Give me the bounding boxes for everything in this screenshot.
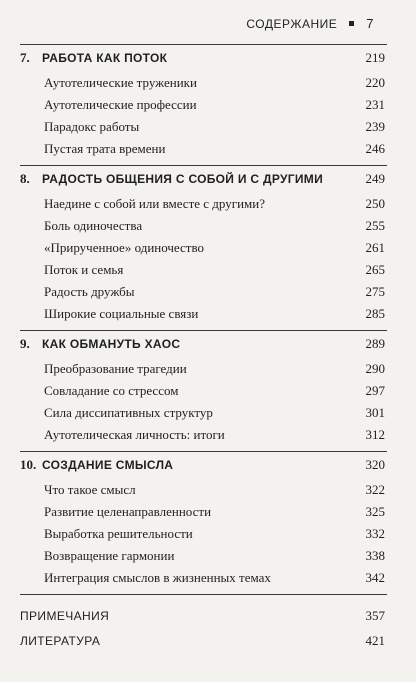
section-page: 220: [365, 75, 385, 90]
chapter-page: 320: [365, 457, 385, 472]
toc-section[interactable]: [44, 141, 385, 157]
section-title: Аутотелические профессии: [44, 97, 197, 112]
toc-section[interactable]: [44, 97, 385, 113]
header-bullet: [349, 21, 354, 26]
chapter-divider: [20, 165, 387, 166]
chapter-page: 289: [365, 336, 385, 351]
section-page: 338: [365, 548, 385, 563]
chapter-divider: [20, 330, 387, 331]
section-title: Совладание со стрессом: [44, 383, 179, 398]
toc-section[interactable]: [44, 361, 385, 377]
section-page: 261: [365, 240, 385, 255]
section-title: Аутотелическая личность: итоги: [44, 427, 225, 442]
chapter-title: РАДОСТЬ ОБЩЕНИЯ С СОБОЙ И С ДРУГИМИ: [42, 172, 324, 186]
chapter-title: КАК ОБМАНУТЬ ХАОС: [42, 337, 181, 351]
section-title: Боль одиночества: [44, 218, 143, 233]
toc-section[interactable]: [44, 284, 385, 300]
chapter-title: СОЗДАНИЕ СМЫСЛА: [42, 458, 174, 472]
section-page: 322: [365, 482, 385, 497]
chapter-page: 219: [365, 50, 385, 65]
section-title: «Прирученное» одиночество: [44, 240, 205, 255]
section-page: 301: [365, 405, 385, 420]
toc-chapter-8[interactable]: [20, 171, 385, 187]
toc-section[interactable]: [44, 262, 385, 278]
section-page: 285: [365, 306, 385, 321]
section-title: Пустая трата времени: [44, 141, 166, 156]
section-title: Наедине с собой или вместе с другими?: [44, 196, 265, 211]
section-page: 239: [365, 119, 385, 134]
section-page: 246: [365, 141, 385, 156]
toc-section[interactable]: [44, 306, 385, 322]
section-page: 290: [365, 361, 385, 376]
section-page: 275: [365, 284, 385, 299]
section-page: 332: [365, 526, 385, 541]
toc-section[interactable]: [44, 504, 385, 520]
chapter-divider: [20, 44, 387, 45]
section-title: Радость дружбы: [44, 284, 135, 299]
toc-chapter-10[interactable]: [20, 457, 385, 473]
section-page: 312: [365, 427, 385, 442]
toc-chapter-9[interactable]: [20, 336, 385, 352]
section-page: 255: [365, 218, 385, 233]
section-title: Поток и семья: [44, 262, 124, 277]
running-header: [246, 16, 374, 31]
toc-section[interactable]: [44, 482, 385, 498]
section-page: 297: [365, 383, 385, 398]
toc-section[interactable]: [44, 196, 385, 212]
back-matter-title: ПРИМЕЧАНИЯ: [20, 609, 110, 623]
toc-section[interactable]: [44, 75, 385, 91]
section-title: Широкие социальные связи: [44, 306, 199, 321]
section-title: Выработка решительности: [44, 526, 193, 541]
section-title: Парадокс работы: [44, 119, 140, 134]
section-title: Развитие целенаправленности: [44, 504, 212, 519]
back-matter-page: 421: [365, 633, 385, 648]
chapter-divider: [20, 451, 387, 452]
toc-section[interactable]: [44, 383, 385, 399]
chapter-number: 8.: [20, 171, 30, 186]
chapter-page: 249: [365, 171, 385, 186]
section-title: Преобразование трагедии: [44, 361, 187, 376]
section-title: Аутотелические труженики: [44, 75, 197, 90]
toc-section[interactable]: [44, 570, 385, 586]
chapter-number: 10.: [20, 457, 37, 472]
toc-section[interactable]: [44, 405, 385, 421]
back-matter-title: ЛИТЕРАТУРА: [20, 634, 101, 648]
toc-chapter-7[interactable]: [20, 50, 385, 66]
chapter-number: 9.: [20, 336, 30, 351]
chapter-title: РАБОТА КАК ПОТОК: [42, 51, 168, 65]
toc-notes[interactable]: [20, 608, 385, 624]
toc-section[interactable]: [44, 427, 385, 443]
toc-section[interactable]: [44, 240, 385, 256]
section-title: Что такое смысл: [44, 482, 136, 497]
back-matter-page: 357: [365, 608, 385, 623]
toc-section[interactable]: [44, 548, 385, 564]
toc-section[interactable]: [44, 119, 385, 135]
section-title: Интеграция смыслов в жизненных темах: [44, 570, 271, 585]
section-page: 265: [365, 262, 385, 277]
section-page: 342: [365, 570, 385, 585]
toc-section[interactable]: [44, 526, 385, 542]
section-page: 250: [365, 196, 385, 211]
toc-section[interactable]: [44, 218, 385, 234]
section-page: 325: [365, 504, 385, 519]
section-title: Возвращение гармонии: [44, 548, 175, 563]
section-page: 231: [365, 97, 385, 112]
running-header-title: СОДЕРЖАНИЕ: [246, 16, 338, 31]
section-title: Сила диссипативных структур: [44, 405, 213, 420]
back-matter-divider: [20, 594, 387, 595]
page-number: 7: [366, 16, 374, 31]
toc-literature[interactable]: [20, 633, 385, 649]
chapter-number: 7.: [20, 50, 30, 65]
